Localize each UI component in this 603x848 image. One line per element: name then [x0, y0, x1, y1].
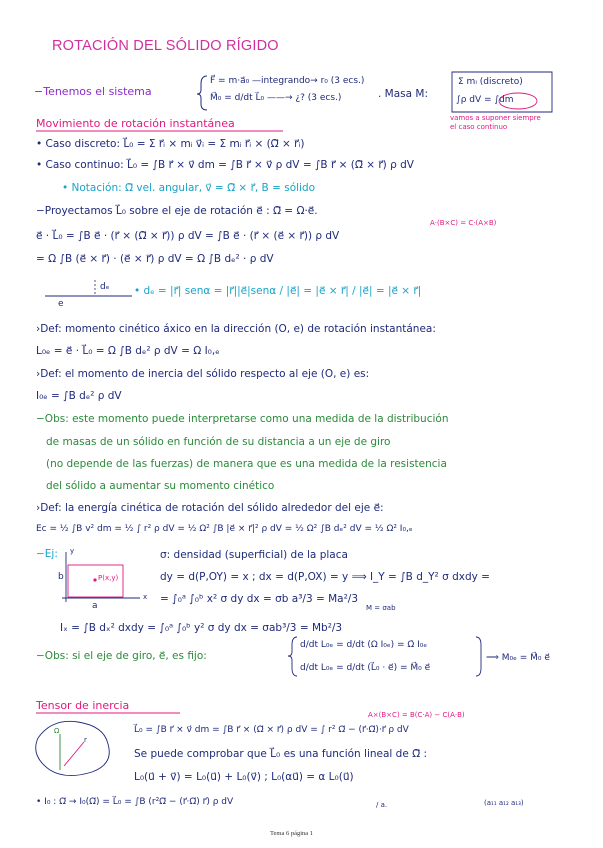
notation-line: • Notación: Ω⃗ vel. angular, v⃗ = Ω⃗ × r⃗, B = sólido	[62, 182, 316, 194]
kinetic-energy-eq: Ec = ½ ∫B v² dm = ½ ∫ r² ρ dV = ½ Ω² ∫B |e⃗ × r⃗|² ρ dV = ½ Ω² ∫B dₑ² dV = ½ Ω² I₀,ₑ	[36, 524, 413, 534]
iy-line-2: = ∫₀ᵃ ∫₀ᵇ x² σ dy dx = σb a³/3 = Ma²/3	[160, 593, 359, 605]
linearity-eq: L₀(u⃗ + v⃗) = L₀(u⃗) + L₀(v⃗) ; L₀(αu⃗) = α L₀(u⃗)	[134, 771, 354, 783]
fig-x-label: x	[143, 593, 148, 601]
tensor-note: / a.	[376, 801, 388, 809]
example-label: −Ej:	[36, 548, 58, 560]
triple-product-note: A·(B×C) = C·(A×B)	[430, 219, 497, 227]
moment-inertia-eq: I₀ₑ = ∫B dₑ² ρ dV	[36, 390, 122, 402]
page-footer: Tema 6 página 1	[270, 830, 314, 837]
fig-e-label: e	[58, 299, 64, 309]
page-title: ROTACIÓN DEL SÓLIDO RÍGIDO	[52, 38, 279, 54]
tensor-definition: • I₀ : Ω⃗ → I₀(Ω⃗) = L⃗₀ = ∫B (r²Ω⃗ − (r⃗·Ω⃗) r⃗) ρ dV	[36, 797, 234, 807]
projection-line: −Proyectamos L⃗₀ sobre el eje de rotación e⃗ : Ω⃗ = Ω·e⃗.	[36, 205, 318, 217]
system-eq-1: F⃗ = m·a⃗₀ —integrando→ r₀ (3 ecs.)	[210, 76, 365, 86]
fig-r-label: r	[84, 736, 87, 744]
iy-line-1: dy = d(P,OY) = x ; dx = d(P,OX) = y ⟹ I_Y = ∫B d_Y² σ dxdy =	[160, 571, 490, 583]
def-angular-momentum: ›Def: momento cinético áxico en la dirección (O, e) de rotación instantánea:	[36, 323, 436, 335]
mass-note-1: vamos a suponer siempre	[450, 114, 541, 122]
mass-note-2: el caso continuo	[450, 123, 508, 131]
system-eq-2: M⃗₀ = d/dt L⃗₀ ——→ ¿? (3 ecs.)	[210, 93, 342, 103]
mass-discrete: Σ mᵢ (discreto)	[458, 77, 523, 87]
fig-y-label: y	[70, 547, 75, 555]
tensor-eq-1: L⃗₀ = ∫B r⃗ × v⃗ dm = ∫B r⃗ × (Ω⃗ × r⃗) ρ dV = ∫ r² Ω⃗ − (r⃗·Ω⃗)·r⃗ ρ dV	[134, 725, 409, 735]
obs-brace-right	[476, 637, 481, 676]
projection-eq-1: e⃗ · L⃗₀ = ∫B e⃗ · (r⃗ × (Ω⃗ × r⃗)) ρ dV = ∫B e⃗ · (r⃗ × (e⃗ × r⃗)) ρ dV	[36, 230, 340, 242]
fig-a-label: a	[92, 601, 98, 611]
mass-continuous: ∫ρ dV = ∫dm	[456, 95, 514, 105]
section-heading-rotation: Movimiento de rotación instantánea	[36, 117, 235, 130]
bac-cab-note: A×(B×C) = B(C·A) − C(A·B)	[368, 711, 465, 719]
obs-brace-left	[288, 637, 297, 676]
obs-eq-1: d/dt L₀ₑ = d/dt (Ω I₀ₑ) = Ω̇ I₀ₑ	[300, 640, 428, 650]
intro-text: −Tenemos el sistema	[34, 85, 152, 98]
obs-line-2: de masas de un sólido en función de su distancia a un eje de giro	[46, 436, 391, 448]
section-heading-tensor: Tensor de inercia	[36, 699, 130, 712]
tensor-body-outline	[36, 721, 110, 775]
matrix-row-hint: (a₁₁ a₁₂ a₁₃)	[484, 799, 524, 807]
fig-point	[93, 578, 96, 581]
obs-conclusion: ⟹ M₀ₑ = M⃗₀ e⃗	[486, 653, 550, 663]
def-kinetic-energy: ›Def: la energía cinética de rotación del sólido alrededor del eje e⃗:	[36, 502, 384, 514]
fig-b-label: b	[58, 572, 64, 582]
fig-omega-label: Ω	[54, 727, 60, 735]
obs-fixed-axis: −Obs: si el eje de giro, e⃗, es fijo:	[36, 650, 207, 662]
distance-formula: • dₑ = |r⃗| senα = |r⃗||e⃗|senα / |e⃗| = |e⃗ × r⃗| / |e⃗| = |e⃗ × r⃗|	[134, 285, 422, 297]
obs-line-3: (no depende de las fuerzas) de manera que es una medida de la resistencia	[46, 458, 447, 470]
obs-line-4: del sólido a aumentar su momento cinético	[46, 480, 275, 492]
fig-de-label: dₑ	[100, 282, 110, 292]
ix-line: Iₓ = ∫B dₓ² dxdy = ∫₀ᵃ ∫₀ᵇ y² σ dy dx = σab³/3 = Mb²/3	[60, 622, 343, 634]
axial-momentum-eq: L₀ₑ = e⃗ · L⃗₀ = Ω ∫B dₑ² ρ dV = Ω I₀,ₑ	[36, 345, 220, 357]
obs-line-1: −Obs: este momento puede interpretarse como una medida de la distribución	[36, 413, 449, 425]
tensor-r-vector	[64, 742, 84, 766]
system-brace	[197, 76, 207, 110]
projection-eq-2: = Ω ∫B (e⃗ × r⃗) · (e⃗ × r⃗) ρ dV = Ω ∫B dₑ² · ρ dV	[36, 253, 274, 265]
masa-label: . Masa M:	[378, 88, 429, 100]
def-moment-inertia: ›Def: el momento de inercia del sólido respecto al eje (O, e) es:	[36, 368, 370, 380]
obs-eq-2: d/dt L₀ₑ = d/dt (L⃗₀ · e⃗) = M⃗₀ e⃗	[300, 663, 431, 673]
discrete-case: • Caso discreto: L⃗₀ = Σ r⃗ᵢ × mᵢ v⃗ᵢ = Σ mᵢ r⃗ᵢ × (Ω⃗ × r⃗ᵢ)	[36, 138, 305, 150]
mass-sigma-note: M = σab	[366, 604, 396, 612]
continuous-case: • Caso continuo: L⃗₀ = ∫B r⃗ × v⃗ dm = ∫B r⃗ × v⃗ ρ dV = ∫B r⃗ × (Ω⃗ × r⃗) ρ dV	[36, 159, 414, 171]
density-line: σ: densidad (superficial) de la placa	[160, 549, 348, 561]
fig-point-label: P(x,y)	[98, 574, 119, 582]
linearity-text: Se puede comprobar que L⃗₀ es una función lineal de Ω⃗ :	[134, 748, 428, 760]
